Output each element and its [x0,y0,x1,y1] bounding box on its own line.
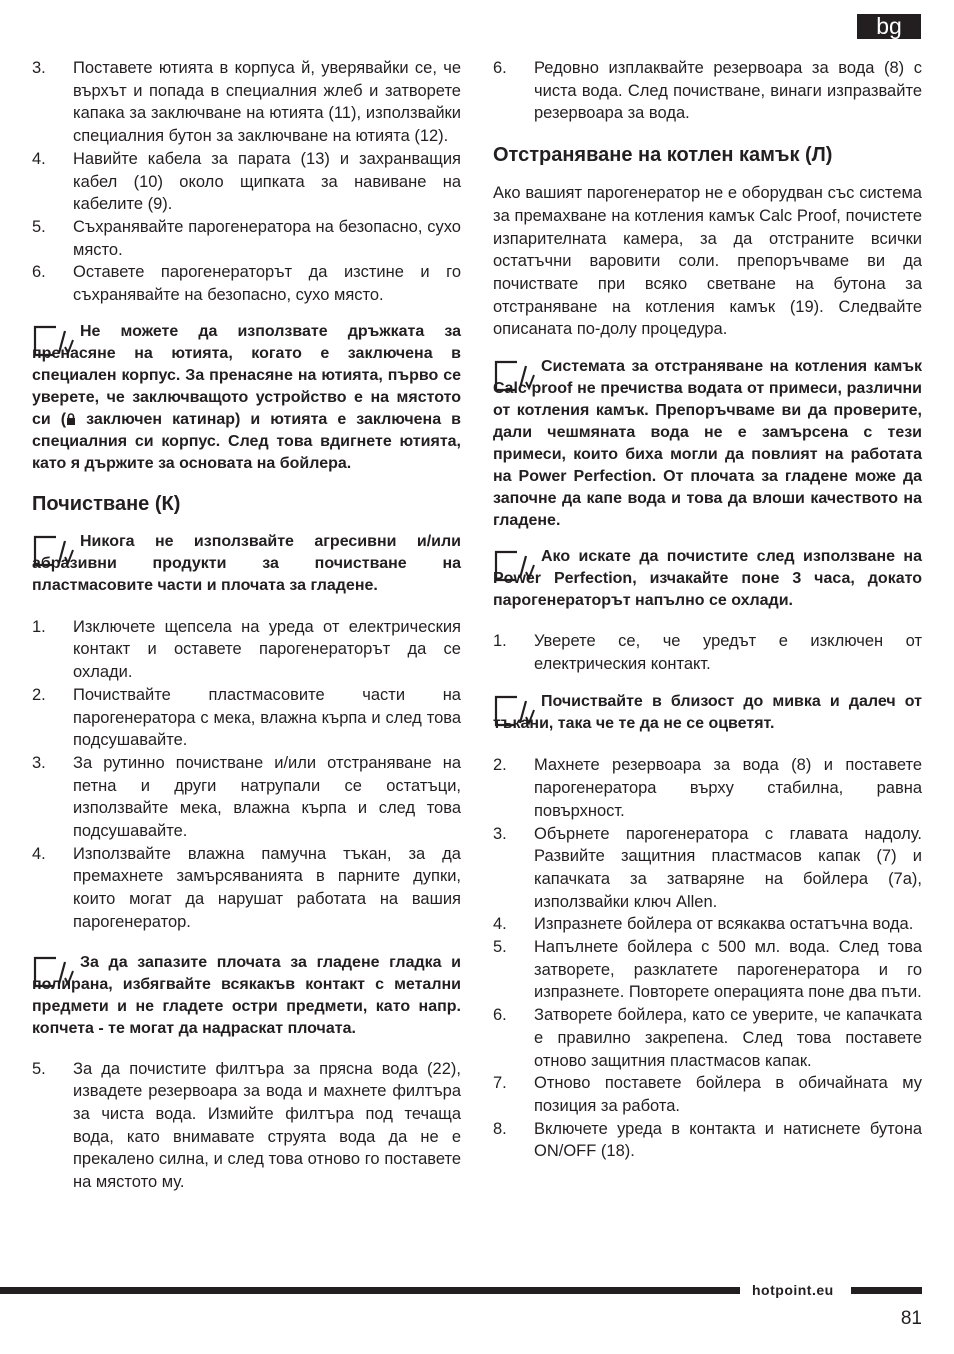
list-item-number: 5. [493,938,507,957]
brand-footer: hotpoint.eu [752,1282,834,1298]
note-text: Системата за отстраняване на котления камък Calc proof не пречиства водата от примеси, различни от котления камък. Препоръчваме ви да проверите, дали чешмяната вода не е замърсена с тези примеси, които биха могли да повлият на работата на Power Perfection. От плочата за гладене може да започне да капе вода и това да влоши качеството на гладене. [493,358,922,530]
list-item-number: 5. [32,1059,46,1078]
list-item-number: 3. [32,59,46,77]
list-item-number: 2. [493,756,507,775]
list-item [493,936,922,1004]
list-item-text: Съхранявайте парогенератора на безопасно, сухо място. [73,217,461,259]
list-item [493,913,922,936]
descaling-steps-list [493,754,922,1163]
rinse-steps-list [493,57,922,125]
list-item-text: За да почистите филтъра за прясна вода (22), извадете резервоара за вода и махнете филтъра за чиста вода. Измийте филтъра под течаща вода, като внимавате струята вода да не е прекалено силна, и след това отново го поставете на мястото му. [73,1059,461,1192]
list-item-text: Изключете щепсела на уреда от електрическия контакт и оставете парогенераторът да се охлади. [73,617,461,682]
list-item-text: Затворете бойлера, като се уверите, че капачката е правилно закрепена. След това поставете отново защитния пластмасов капак. [534,1006,922,1070]
list-item [32,148,461,216]
list-item-number: 3. [32,753,46,772]
list-item [32,843,461,934]
list-item-text: За рутинно почистване и/или отстраняване на петна и други натрупали се остатъци, използвайте мека, влажна кърпа и след това подсушавайте. [73,753,461,841]
list-item-text: Навийте кабела за парата (13) и захранващия кабел (10) около щипката за навиване на кабелите (9). [73,149,461,214]
list-item-number: 5. [32,217,46,236]
note-text: Никога не използвайте агресивни и/или абразивни продукти за почистване на пластмасовите части и плочата за гладене. [32,532,461,594]
list-item-number: 4. [493,915,507,934]
list-item [32,684,461,752]
note-checkmark-icon [32,533,74,569]
note-text: Ако искате да почистите след използване на Power Perfection, изчакайте поне 3 часа, докато парогенераторът напълно се охлади. [493,548,922,610]
list-item [493,630,922,675]
list-item-number: 6. [32,263,46,282]
list-item [493,754,922,822]
note-text-part-1: Не можете да използвате дръжката за пренасяне на ютията, когато е заключена в специален корпус. За пренасяне на ютията, първо се уверете, че заключващото устройство е на мястото си ( [32,322,461,428]
page-number: 81 [900,1308,922,1329]
note-calc-proof [493,356,922,532]
note-carry-handle [32,321,461,475]
list-item [493,57,922,125]
note-near-sink [493,691,922,735]
list-item-text: Оставете парогенераторът да изстине и го съхранявайте на безопасно, сухо място. [73,263,461,305]
list-item-number: 2. [32,685,46,704]
list-item-number: 6. [493,59,507,77]
list-item [32,261,461,306]
list-item-number: 1. [32,617,46,636]
padlock-icon [66,413,76,425]
list-item [32,216,461,261]
list-item [32,57,461,148]
note-checkmark-icon [32,323,74,359]
list-item-text: Почиствайте пластмасовите части на парогенератора с мека, влажна кърпа и след това подсушавайте. [73,685,461,750]
note-text-part-2: заключен катинар) и ютията е заключена в специалния си корпус. След това вдигнете ютията, като я държите за основата на бойлера. [32,410,461,472]
list-item-number: 6. [493,1006,507,1025]
note-checkmark-icon [493,693,535,729]
note-soleplate [32,952,461,1040]
note-checkmark-icon [493,358,535,394]
list-item-number: 4. [32,844,46,863]
unplug-step-list [493,630,922,675]
section-heading-cleaning: Почистване (К) [32,492,181,515]
list-item-number: 4. [32,149,46,168]
list-item [32,616,461,684]
note-checkmark-icon [32,954,74,990]
list-item-text: Редовно изплаквайте резервоара за вода (8) с чиста вода. След почистване, винаги изпразвайте резервоара за вода. [534,59,922,123]
list-item-number: 7. [493,1074,507,1093]
cleaning-steps-list [32,616,461,934]
list-item [493,823,922,914]
left-column [32,57,461,1194]
note-wait-cool [493,546,922,612]
list-item-text: Уверете се, че уредът е изключен от електрическия контакт. [534,632,922,673]
list-item [493,1004,922,1072]
list-item-number: 8. [493,1119,507,1138]
note-checkmark-icon [493,548,535,584]
note-no-abrasives [32,531,461,597]
storage-steps-list [32,57,461,307]
list-item-text: Отново поставете бойлера в обичайната му позиция за работа. [534,1074,922,1115]
language-badge: bg [857,14,921,39]
right-column [493,57,922,1163]
list-item [493,1072,922,1117]
note-text: Почиствайте в близост до мивка и далеч от тъкани, така че те да не се оцветят. [493,693,922,733]
list-item-number: 3. [493,824,507,843]
list-item-text: Махнете резервоара за вода (8) и поставете парогенератора върху стабилна, равна повърхност. [534,756,922,820]
list-item-text: Обърнете парогенератора с главата надолу. Развийте защитния пластмасов капак (7) и капачката за затваряне на бойлера (7а), използвайки ключ Allen. [534,824,922,911]
note-text: За да запазите плочата за гладене гладка и полирана, избягвайте всякакъв контакт с метални предмети и не гладете остри предмети, като напр. копчета - те могат да надраскат плочата. [32,953,461,1037]
list-item-text: Поставете ютията в корпуса й, уверявайки се, че върхът и попада в специалния жлеб и затворете капака за заключване на ютията (11), използвайки специалния бутон за заключване на ютията (12). [73,59,461,146]
descaling-intro: Ако вашият парогенератор не е оборудван със система за премахване на котления камък Calc Proof, почистете изпарителната камера, за да отстраните всички остатъчни варовити соли. препоръчваме ви да почиствате при всяко светване на бутона за отстраняване на котления камък (19). Следвайте описаната по-долу процедура. [493,184,922,339]
list-item [32,752,461,843]
list-item-text: Включете уреда в контакта и натиснете бутона ON/OFF (18). [534,1119,922,1161]
footer-rule [0,1287,740,1294]
list-item-text: Изпразнете бойлера от всякаква остатъчна вода. [534,915,914,934]
footer-rule-end [851,1287,922,1294]
section-heading-descaling: Отстраняване на котлен камък (Л) [493,144,833,167]
list-item [493,1118,922,1163]
list-item [32,1058,461,1194]
list-item-number: 1. [493,632,507,651]
list-item-text: Напълнете бойлера с 500 мл. вода. След това затворете, разклатете парогенератора и го изпразнете. Повторете операцията поне два пъти. [534,938,922,1002]
filter-steps-list [32,1058,461,1194]
list-item-text: Използвайте влажна памучна тъкан, за да премахнете замърсяванията в парните дупки, които могат да нарушат работата на вашия парогенератор. [73,844,461,931]
